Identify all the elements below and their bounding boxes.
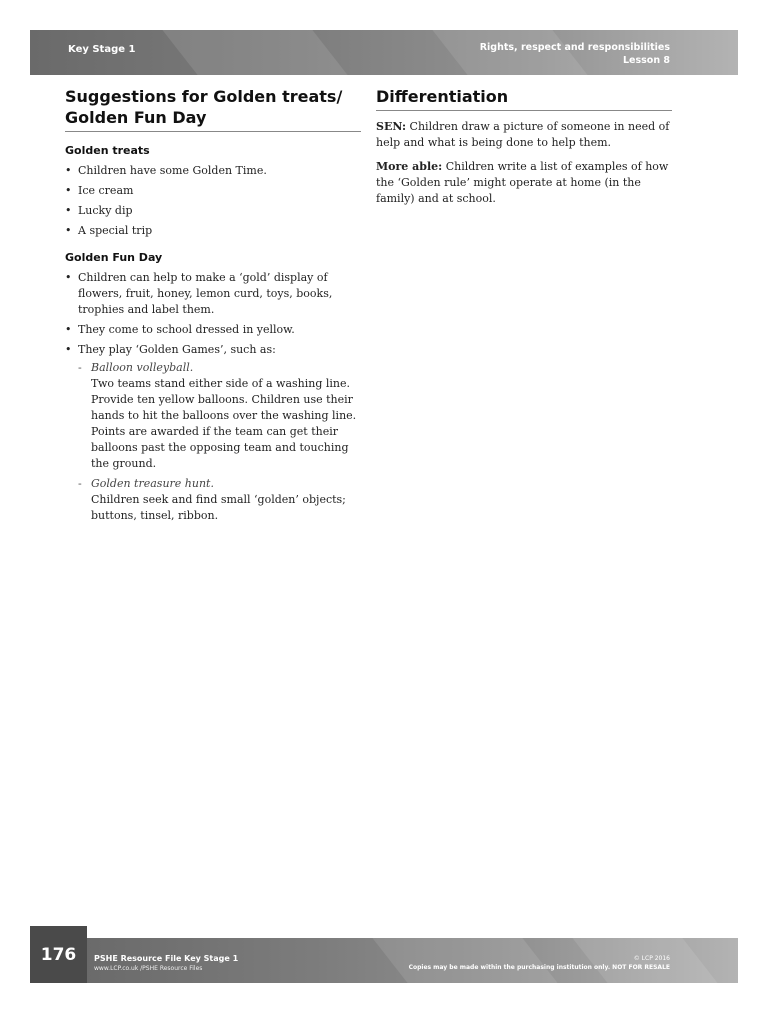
list-item bbox=[65, 342, 361, 524]
golden-fun-day-heading: Golden Fun Day bbox=[65, 251, 163, 264]
footer-copyright-block bbox=[409, 954, 670, 972]
more-able-paragraph bbox=[376, 159, 672, 207]
topic-label: Rights, respect and responsibilities bbox=[479, 42, 670, 53]
footer-url: www.LCP.co.uk /PSHE Resource Files bbox=[94, 965, 203, 972]
sen-label: SEN: bbox=[376, 120, 407, 133]
list-item: • A special trip bbox=[65, 223, 361, 239]
page-header bbox=[30, 30, 738, 75]
section-title bbox=[65, 86, 361, 132]
game-name: - Balloon volleyball. bbox=[91, 361, 194, 374]
game-item bbox=[78, 476, 361, 524]
header-stripe bbox=[162, 30, 347, 75]
key-stage-label: Key Stage 1 bbox=[68, 44, 136, 55]
golden-treats-heading: Golden treats bbox=[65, 144, 150, 157]
differentiation-title: Differentiation bbox=[376, 86, 672, 111]
page-footer bbox=[30, 938, 738, 983]
game-description: Children seek and find small ‘golden’ objects; buttons, tinsel, ribbon. bbox=[91, 493, 346, 522]
title-line-2: Golden Fun Day bbox=[65, 108, 207, 127]
games-intro: They play ‘Golden Games’, such as: bbox=[78, 343, 276, 356]
copyright: © LCP 2016 bbox=[633, 955, 670, 962]
copy-notice: Copies may be made within the purchasing institution only. NOT FOR RESALE bbox=[408, 964, 670, 971]
game-item bbox=[78, 360, 361, 472]
left-column bbox=[65, 86, 361, 528]
title-line-1: Suggestions for Golden treats/ bbox=[65, 87, 343, 106]
list-item: • Children can help to make a ‘gold’ display of flowers, fruit, honey, lemon curd, toys, books, trophies and label them. bbox=[65, 270, 361, 318]
list-item: • Children have some Golden Time. bbox=[65, 163, 361, 179]
right-column bbox=[376, 86, 672, 207]
more-able-text: Children write a list of examples of how the ‘Golden rule’ might operate at home (in the family) and at school. bbox=[376, 160, 669, 205]
more-able-label: More able: bbox=[376, 160, 443, 173]
list-item: • Lucky dip bbox=[65, 203, 361, 219]
golden-fun-day-list bbox=[65, 270, 361, 524]
header-topic-block bbox=[480, 41, 670, 67]
games-list bbox=[78, 360, 361, 524]
game-description: Two teams stand either side of a washing line. Provide ten yellow balloons. Children use their hands to hit the balloons over the washing line. Points are awarded if the team can get their balloons past the opposing team and touching the ground. bbox=[91, 377, 357, 470]
game-name: - Golden treasure hunt. bbox=[91, 477, 214, 490]
sen-paragraph bbox=[376, 119, 672, 151]
list-item: • They come to school dressed in yellow. bbox=[65, 322, 361, 338]
list-item: • Ice cream bbox=[65, 183, 361, 199]
footer-title: PSHE Resource File Key Stage 1 bbox=[94, 954, 239, 963]
sen-text: Children draw a picture of someone in need of help and what is being done to help them. bbox=[376, 120, 670, 149]
page-number: 176 bbox=[30, 926, 87, 983]
golden-treats-list bbox=[65, 163, 361, 239]
lesson-label: Lesson 8 bbox=[622, 55, 670, 66]
